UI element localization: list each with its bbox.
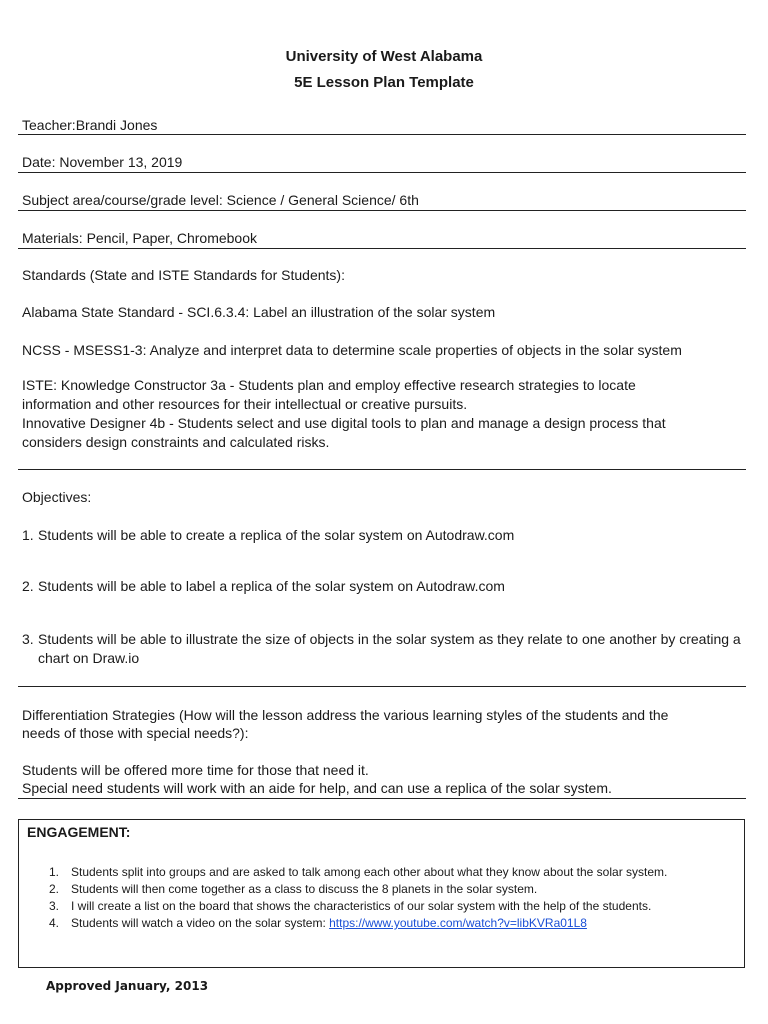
engagement-text: I will create a list on the board that shows the characteristics of our solar system with the help of the students.: [71, 899, 652, 913]
engagement-section: [18, 819, 745, 968]
alabama-standard: Alabama State Standard - SCI.6.3.4: Label an illustration of the solar system: [22, 304, 496, 320]
engagement-text: Students split into groups and are asked to talk among each other about what they know about the solar system.: [71, 865, 668, 879]
iste-standard-line: Innovative Designer 4b - Students select and use digital tools to plan and manage a design process that: [22, 415, 666, 431]
engagement-number: 3.: [49, 899, 60, 913]
materials-field: Materials: Pencil, Paper, Chromebook: [22, 230, 257, 246]
objectives-heading: Objectives:: [22, 489, 92, 505]
engagement-item: [49, 915, 729, 932]
iste-standard-line: ISTE: Knowledge Constructor 3a - Students plan and employ effective research strategies to locate: [22, 377, 636, 393]
engagement-number: 1.: [49, 865, 60, 879]
objective-number: 1.: [22, 527, 34, 543]
iste-standard-line: information and other resources for their intellectual or creative pursuits.: [22, 396, 468, 412]
divider: [18, 172, 746, 173]
ncss-standard: NCSS - MSESS1-3: Analyze and interpret data to determine scale properties of objects in the solar system: [22, 342, 682, 358]
divider: [18, 686, 746, 687]
engagement-text: Students will watch a video on the solar system:: [71, 916, 330, 930]
teacher-field: Teacher:Brandi Jones: [22, 117, 158, 133]
differentiation-text: Special need students will work with an aide for help, and can use a replica of the solar system.: [22, 780, 612, 796]
engagement-heading: ENGAGEMENT:: [27, 824, 131, 840]
date-field: Date: November 13, 2019: [22, 154, 183, 170]
divider: [18, 248, 746, 249]
divider: [18, 210, 746, 211]
divider: [18, 134, 746, 135]
subject-field: Subject area/course/grade level: Science / General Science/ 6th: [22, 192, 419, 208]
objective-text: Students will be able to illustrate the size of objects in the solar system as they relate to one another by creating a chart on Draw.io: [38, 631, 741, 666]
video-link[interactable]: https://www.youtube.com/watch?v=libKVRa01L8: [329, 916, 587, 930]
engagement-list: [49, 864, 729, 932]
engagement-item: [49, 881, 729, 898]
objective-text: Students will be able to label a replica of the solar system on Autodraw.com: [38, 578, 505, 594]
engagement-text: Students will then come together as a class to discuss the 8 planets in the solar system.: [71, 882, 538, 896]
engagement-item: [49, 864, 729, 881]
iste-standard-line: considers design constraints and calculated risks.: [22, 434, 330, 450]
differentiation-heading: Differentiation Strategies (How will the lesson address the various learning styles of the students and the: [22, 707, 669, 723]
divider: [18, 469, 746, 470]
divider: [18, 798, 746, 799]
template-title: 5E Lesson Plan Template: [294, 74, 474, 91]
standards-heading: Standards (State and ISTE Standards for Students):: [22, 267, 345, 283]
objective-text: Students will be able to create a replica of the solar system on Autodraw.com: [38, 527, 515, 543]
engagement-number: 4.: [49, 916, 60, 930]
university-title: University of West Alabama: [285, 48, 483, 65]
approved-footer: Approved January, 2013: [46, 979, 209, 993]
engagement-item: [49, 898, 729, 915]
objective-number: 2.: [22, 578, 34, 594]
objective-number: 3.: [22, 631, 34, 647]
engagement-number: 2.: [49, 882, 60, 896]
differentiation-text: Students will be offered more time for those that need it.: [22, 762, 369, 778]
differentiation-heading: needs of those with special needs?):: [22, 725, 249, 741]
